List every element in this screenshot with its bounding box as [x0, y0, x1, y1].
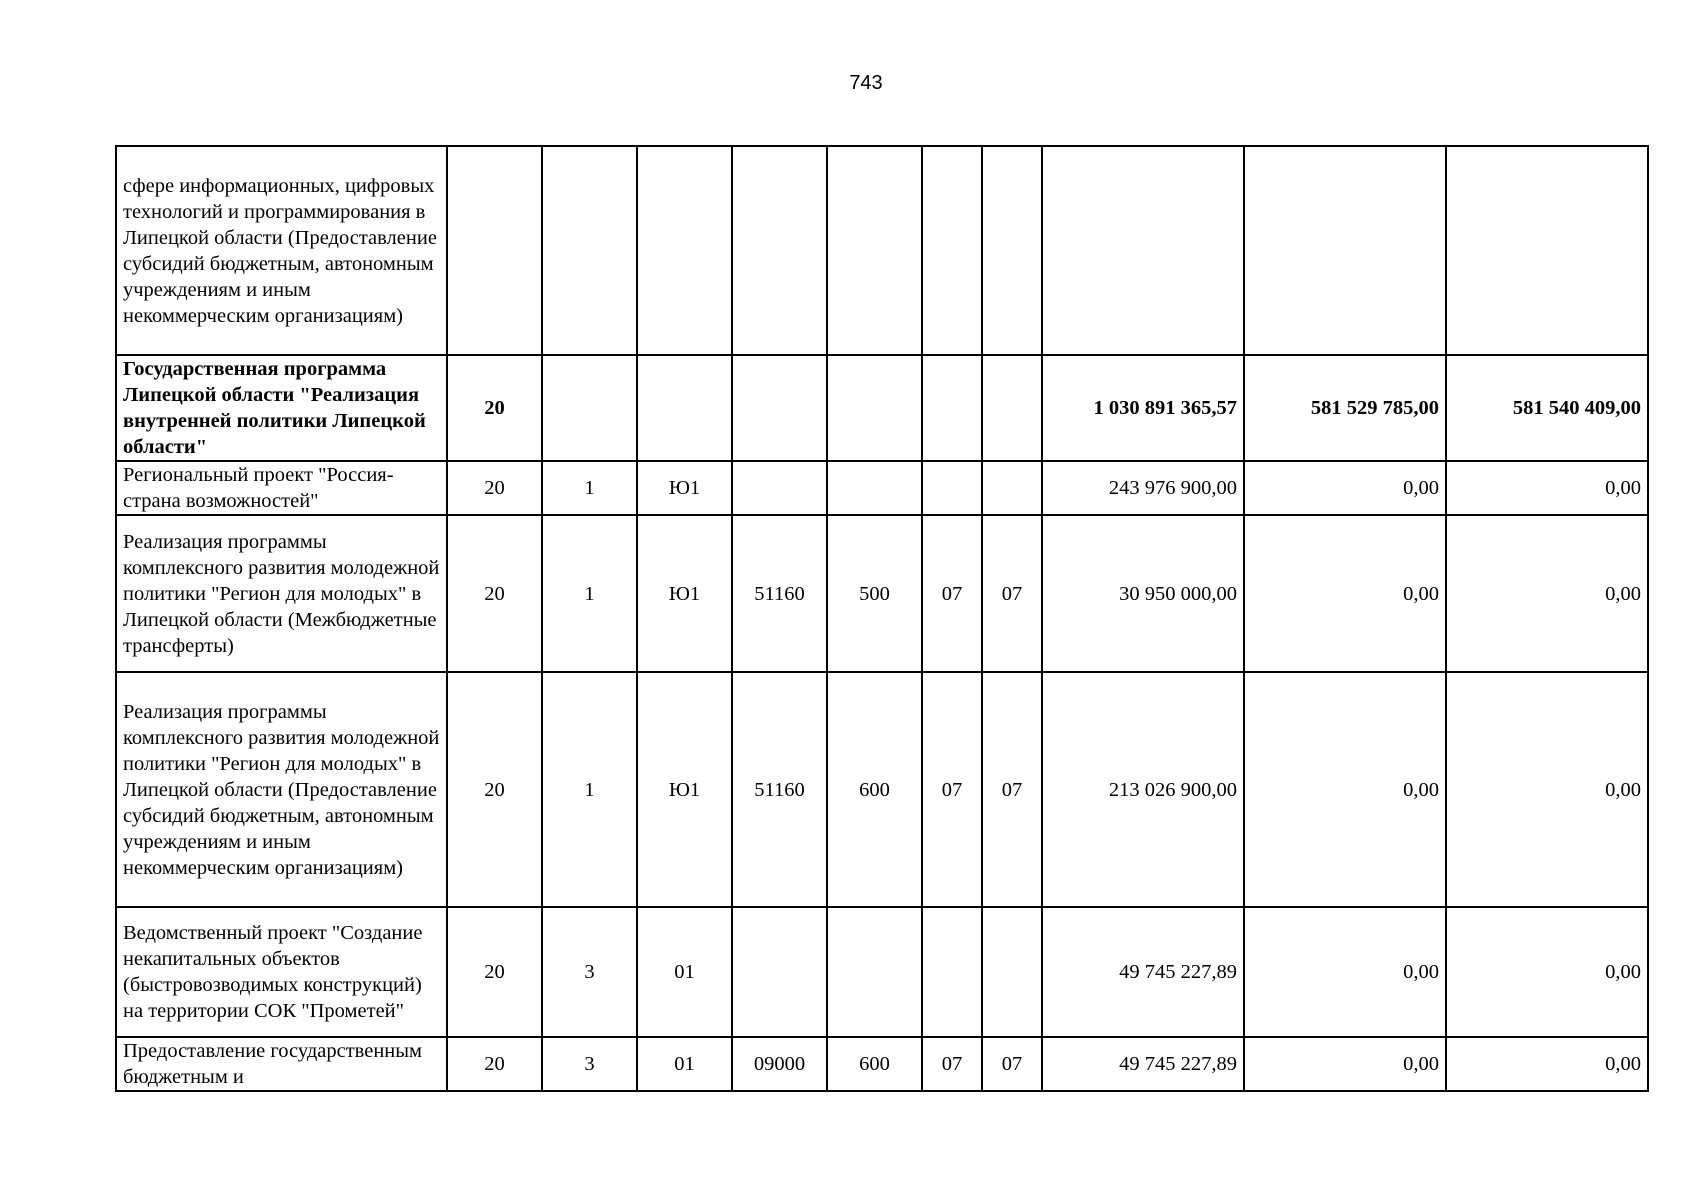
expense-type-code [827, 461, 922, 515]
expense-type-code [827, 355, 922, 461]
amount-year-2: 581 529 785,00 [1244, 355, 1446, 461]
amount-year-1 [1042, 146, 1244, 355]
project-code: 01 [637, 1037, 732, 1091]
amount-year-2: 0,00 [1244, 672, 1446, 907]
project-code: 01 [637, 907, 732, 1037]
section-code: 07 [922, 1037, 982, 1091]
table-row [116, 907, 1648, 1037]
program-code: 20 [447, 672, 542, 907]
subprogram-code: 3 [542, 907, 637, 1037]
expense-type-code [827, 146, 922, 355]
subprogram-code: 1 [542, 672, 637, 907]
table-row [116, 515, 1648, 672]
program-code: 20 [447, 907, 542, 1037]
direction-code: 09000 [732, 1037, 827, 1091]
amount-year-3: 0,00 [1446, 1037, 1648, 1091]
expense-type-code: 600 [827, 672, 922, 907]
section-code [922, 355, 982, 461]
row-name: Государственная программа Липецкой области "Реализация внутренней политики Липецкой области" [116, 355, 447, 461]
direction-code [732, 146, 827, 355]
section-code [922, 146, 982, 355]
subsection-code [982, 461, 1042, 515]
amount-year-1: 1 030 891 365,57 [1042, 355, 1244, 461]
subsection-code [982, 355, 1042, 461]
amount-year-2: 0,00 [1244, 1037, 1446, 1091]
direction-code: 51160 [732, 672, 827, 907]
row-name: Реализация программы комплексного развития молодежной политики "Регион для молодых" в Липецкой области (Предоставление субсидий бюджетным, автономным учреждениям и иным некоммерческим организациям) [116, 672, 447, 907]
row-name: сфере информационных, цифровых технологий и программирования в Липецкой области (Предоставление субсидий бюджетным, автономным учреждениям и иным некоммерческим организациям) [116, 146, 447, 355]
project-code: Ю1 [637, 672, 732, 907]
amount-year-1: 30 950 000,00 [1042, 515, 1244, 672]
program-code: 20 [447, 355, 542, 461]
subprogram-code: 3 [542, 1037, 637, 1091]
amount-year-1: 243 976 900,00 [1042, 461, 1244, 515]
program-code: 20 [447, 461, 542, 515]
subsection-code: 07 [982, 672, 1042, 907]
section-code: 07 [922, 515, 982, 672]
subsection-code [982, 146, 1042, 355]
table-row [116, 355, 1648, 461]
direction-code [732, 461, 827, 515]
row-name: Ведомственный проект "Создание некапитальных объектов (быстровозводимых конструкций) на территории СОК "Прометей" [116, 907, 447, 1037]
row-name: Реализация программы комплексного развития молодежной политики "Регион для молодых" в Липецкой области (Межбюджетные трансферты) [116, 515, 447, 672]
program-code [447, 146, 542, 355]
section-code [922, 907, 982, 1037]
amount-year-3: 0,00 [1446, 907, 1648, 1037]
subsection-code: 07 [982, 515, 1042, 672]
subprogram-code: 1 [542, 515, 637, 672]
direction-code [732, 907, 827, 1037]
amount-year-2: 0,00 [1244, 461, 1446, 515]
direction-code [732, 355, 827, 461]
project-code [637, 146, 732, 355]
program-code: 20 [447, 515, 542, 672]
expense-type-code: 500 [827, 515, 922, 672]
expense-type-code [827, 907, 922, 1037]
project-code [637, 355, 732, 461]
section-code [922, 461, 982, 515]
table-row [116, 1037, 1648, 1091]
section-code: 07 [922, 672, 982, 907]
amount-year-1: 49 745 227,89 [1042, 907, 1244, 1037]
table-row [116, 461, 1648, 515]
amount-year-3: 581 540 409,00 [1446, 355, 1648, 461]
subprogram-code [542, 355, 637, 461]
amount-year-3: 0,00 [1446, 515, 1648, 672]
program-code: 20 [447, 1037, 542, 1091]
table-row [116, 672, 1648, 907]
project-code: Ю1 [637, 515, 732, 672]
amount-year-1: 49 745 227,89 [1042, 1037, 1244, 1091]
subprogram-code [542, 146, 637, 355]
amount-year-3 [1446, 146, 1648, 355]
budget-table [115, 145, 1649, 1092]
project-code: Ю1 [637, 461, 732, 515]
amount-year-3: 0,00 [1446, 461, 1648, 515]
subsection-code: 07 [982, 1037, 1042, 1091]
amount-year-2: 0,00 [1244, 515, 1446, 672]
row-name: Региональный проект "Россия-страна возможностей" [116, 461, 447, 515]
row-name: Предоставление государственным бюджетным и [116, 1037, 447, 1091]
amount-year-1: 213 026 900,00 [1042, 672, 1244, 907]
subprogram-code: 1 [542, 461, 637, 515]
amount-year-2 [1244, 146, 1446, 355]
amount-year-3: 0,00 [1446, 672, 1648, 907]
table-row [116, 146, 1648, 355]
amount-year-2: 0,00 [1244, 907, 1446, 1037]
direction-code: 51160 [732, 515, 827, 672]
subsection-code [982, 907, 1042, 1037]
page-number: 743 [849, 72, 883, 94]
expense-type-code: 600 [827, 1037, 922, 1091]
